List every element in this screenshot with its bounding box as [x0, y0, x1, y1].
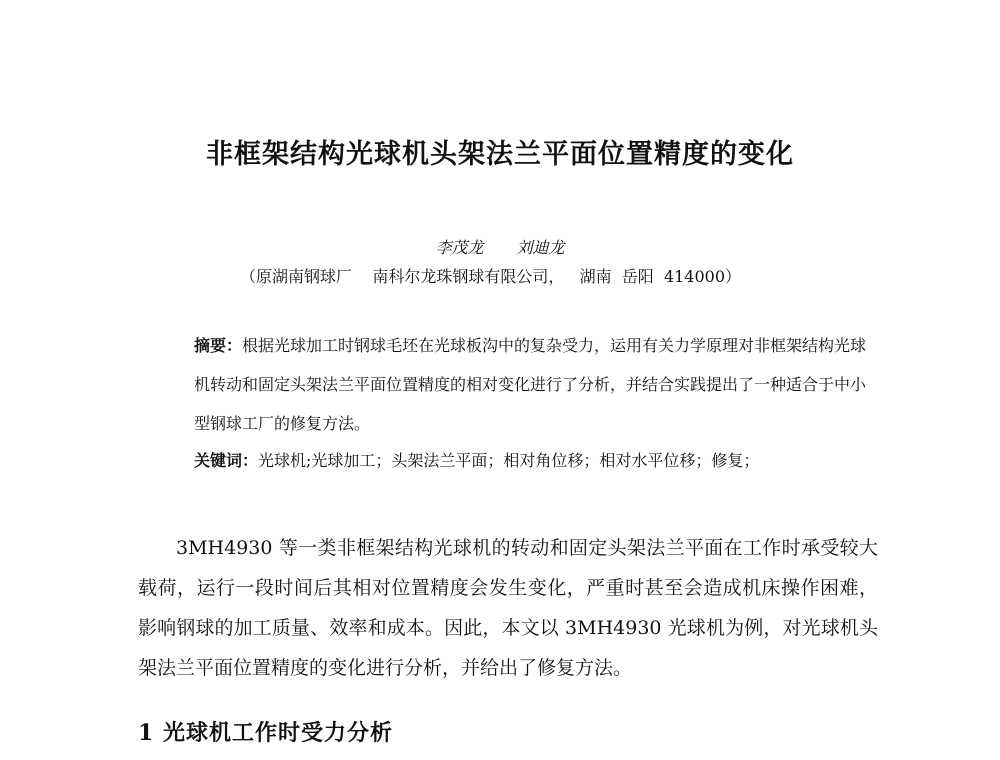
abstract-text: 根据光球加工时钢球毛坯在光球板沟中的复杂受力，运用有关力学原理对非框架结构光球机转动和固定头架法兰平面位置精度的相对变化进行了分析，并结合实践提出了一种适合于中小型钢球工厂的修复方法。 [194, 336, 867, 433]
author-names: 李茂龙 刘迪龙 [435, 238, 565, 257]
keywords-label: 关键词： [194, 451, 259, 470]
abstract-label: 摘要： [194, 336, 243, 355]
section-heading: 1 光球机工作时受力分析 [138, 720, 393, 746]
intro-paragraph: 3MH4930 等一类非框架结构光球机的转动和固定头架法兰平面在工作时承受较大载荷，运行一段时间后其相对位置精度会发生变化，严重时甚至会造成机床操作困难，影响钢球的加工质量、效率和成本。因此，本文以 3MH4930 光球机为例，对光球机头架法兰平面位置精度的变化进行分析，并给出了修复方法。 [138, 537, 878, 679]
author-affiliation: （原湖南钢球厂 南科尔龙珠钢球有限公司， 湖南 岳阳 414000） [240, 267, 742, 286]
keywords-text: 光球机;光球加工；头架法兰平面；相对角位移；相对水平位移；修复； [258, 451, 760, 470]
keywords-block [194, 446, 874, 476]
paper-title: 非框架结构光球机头架法兰平面位置精度的变化 [206, 139, 794, 170]
abstract-block [194, 326, 874, 443]
